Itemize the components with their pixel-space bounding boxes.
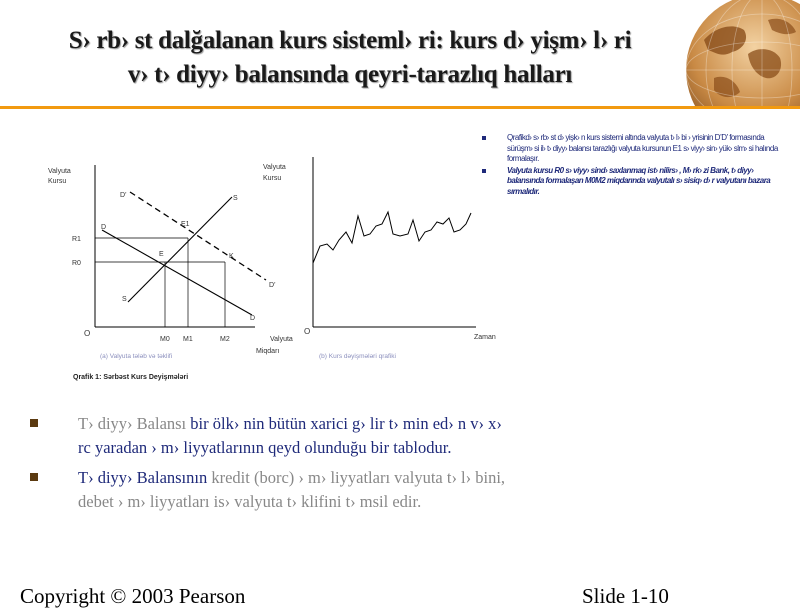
label-d-prime-bottom: D’ [269,282,276,289]
title-line-2: v› t› diyy› balansında qeyri-tarazlıq halları [127,61,573,88]
right-caption: (b) Kurs dəyişmələri qrafiki [319,353,396,360]
tick-r0: R0 [72,260,81,267]
supply-curve [128,197,232,302]
title-line-1: S› rb› st dalğalanan kurs sisteml› ri: kurs d› yişm› l› ri [68,27,632,54]
left-caption: (a) Valyuta tələb və təklifi [100,353,173,360]
side-note-item [480,133,780,165]
label-e1: E1 [181,221,190,228]
main-bullet-item [28,412,518,460]
left-origin: O [84,329,91,338]
label-d-bottom: D [250,315,256,322]
label-d-top: D [101,224,107,231]
left-y-label-1: Valyuta [48,168,71,175]
exchange-rate-line [313,212,471,263]
globe-icon [684,0,800,106]
right-y-label-2: Kursu [263,175,282,182]
tick-m0: M0 [160,336,170,343]
right-y-label-1: Valyuta [263,164,286,171]
label-k: K [229,253,234,260]
right-graph [263,157,496,360]
tick-m1: M1 [183,336,193,343]
bullet-text-grey-tail: debet › m› liyyatları is› valyuta t› klifini t› msil edir. [78,492,422,511]
tick-r1: R1 [72,236,81,243]
footer-copyright: Copyright © 2003 Pearson [20,584,246,608]
side-note-text: Valyuta kursu R0 s› viyy› sind› saxlanmaq ist› nilirs› , M› rk› zi Bank, t› diyy› balansında formalaşan M0M2 miqdarında valyutalı s› sisiq› d› r valyutanı bazara sırmalıdır. [507,165,771,196]
bullet-text: bir ölk› nin bütün xarici g› lir t› min ed› n v› x› rc yaradan › m› liyyatlarının qeyd olunduğu bir tablodur. [78,414,502,457]
left-x-label-1: Valyuta [270,336,293,343]
title-area [0,0,800,108]
bullet-lead: T› diyy› Balansının [78,468,208,487]
figure-title: Qrafik 1: Sərbəst Kurs Deyişmələri [73,374,189,381]
bullet-icon [482,136,486,140]
left-x-label-2: Miqdarı [256,348,280,355]
bullet-text-grey: kredit (borc) › m› liyyatları valyuta t› l› bini, [207,468,506,487]
left-y-label-2: Kursu [48,178,67,185]
left-graph [48,165,293,360]
label-e: E [159,251,164,258]
bullet-icon [482,169,486,173]
label-d-prime-top: D’ [120,192,127,199]
main-bullets [28,412,518,520]
right-x-label: Zaman [474,334,496,341]
square-bullet-icon [30,473,38,481]
side-note-text: Qrafikd› s› rb› st d› yişk› n kurs sistemi altında valyuta t› l› bi › yrisinin D’D’ formasında sürüşm› si il› t› diyy› balansı tarazlığı valyuta kursunun E1 s› viyy› sin› yük› slm› si halında formalaşır. [507,133,778,163]
right-origin: O [304,327,311,336]
tick-m2: M2 [220,336,230,343]
title-divider [0,106,800,109]
square-bullet-icon [30,419,38,427]
slide-title [10,24,690,92]
side-note-item [480,166,780,198]
label-s-top: S [233,195,238,202]
main-bullet-item [28,466,518,514]
footer-slide-number: Slide 1-10 [582,584,669,608]
label-s-bottom: S [122,296,127,303]
figure [40,150,500,390]
shifted-demand-curve [130,192,266,280]
bullet-lead: T› diyy› Balansı [78,414,187,433]
side-notes [480,133,780,198]
